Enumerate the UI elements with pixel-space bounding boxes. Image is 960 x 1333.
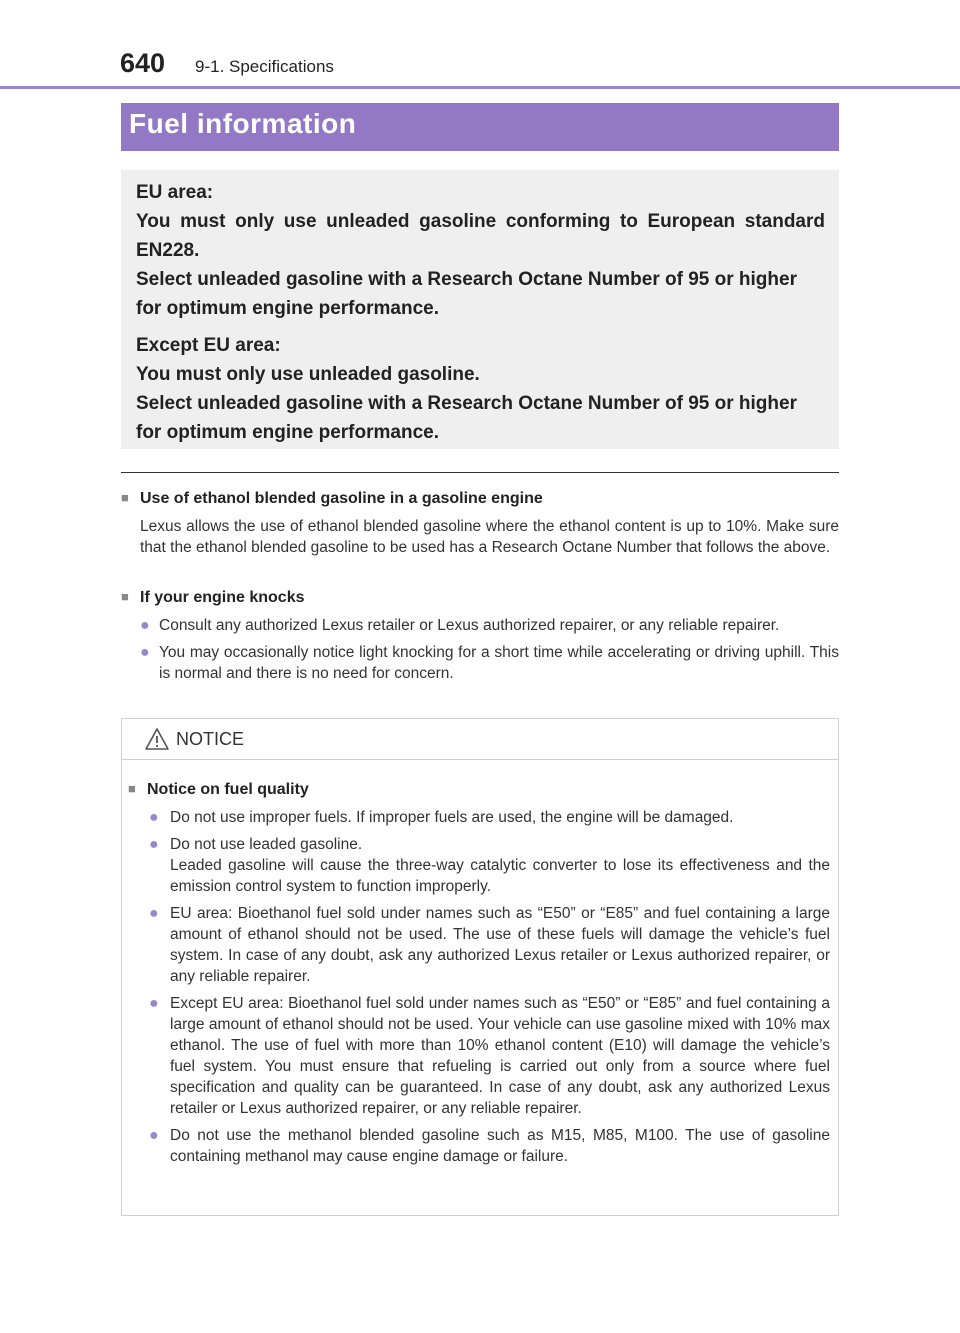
page-header bbox=[0, 0, 960, 90]
dot-bullet-icon: ● bbox=[149, 905, 159, 922]
list-item bbox=[128, 903, 830, 987]
notice-heading bbox=[128, 778, 830, 801]
list-item-text: You may occasionally notice light knocking for a short time while accelerating or driving uphill. This is normal and there is no need for concern. bbox=[159, 644, 839, 682]
warning-triangle-icon bbox=[144, 727, 170, 751]
notice-box bbox=[121, 718, 839, 1216]
list-item bbox=[121, 642, 839, 684]
notice-heading-text: Notice on fuel quality bbox=[147, 781, 309, 798]
section-title: Fuel information bbox=[121, 103, 839, 151]
square-bullet-icon: ■ bbox=[128, 781, 136, 796]
ethanol-heading bbox=[121, 487, 839, 510]
header-rule bbox=[0, 86, 960, 89]
list-item-text: Leaded gasoline will cause the three-way catalytic converter to lose its effectiveness and the emission control system to function improperly. bbox=[170, 857, 830, 895]
divider bbox=[121, 472, 839, 473]
list-item bbox=[128, 1125, 830, 1167]
eu-area-label: EU area: bbox=[136, 182, 214, 203]
except-eu-area-label: Except EU area: bbox=[136, 335, 281, 356]
knocks-topic bbox=[121, 586, 839, 684]
list-item bbox=[128, 807, 830, 828]
page-number: 640 bbox=[120, 48, 166, 78]
dot-bullet-icon: ● bbox=[149, 1127, 159, 1144]
fuel-requirements-box bbox=[121, 170, 839, 449]
list-item-text: Do not use the methanol blended gasoline such as M15, M85, M100. The use of gasoline containing methanol may cause engine damage or failure. bbox=[170, 1127, 830, 1165]
ethanol-body: Lexus allows the use of ethanol blended gasoline where the ethanol content is up to 10%. Make sure that the ethanol blended gasoline to be used has a Research Octane Number that follows the above. bbox=[140, 518, 839, 556]
list-item-text: EU area: Bioethanol fuel sold under names such as “E50” or “E85” and fuel containing a large amount of ethanol should not be used. The use of these fuels will damage the vehicle’s fuel system. In case of any doubt, ask any authorized Lexus retailer or Lexus authorized repairer, or any reliable repairer. bbox=[170, 905, 830, 985]
eu-area-octane: Select unleaded gasoline with a Research Octane Number of 95 or higher for optimum engine performance. bbox=[136, 269, 797, 319]
ethanol-topic bbox=[121, 487, 839, 558]
eu-area-standard: You must only use unleaded gasoline conforming to European standard EN228. bbox=[136, 211, 825, 261]
ethanol-heading-text: Use of ethanol blended gasoline in a gasoline engine bbox=[140, 490, 543, 507]
notice-header bbox=[122, 719, 838, 760]
list-item bbox=[128, 834, 830, 897]
square-bullet-icon: ■ bbox=[121, 589, 129, 604]
list-item-text: Do not use improper fuels. If improper fuels are used, the engine will be damaged. bbox=[170, 809, 734, 826]
square-bullet-icon: ■ bbox=[121, 490, 129, 505]
dot-bullet-icon: ● bbox=[149, 836, 159, 853]
dot-bullet-icon: ● bbox=[140, 644, 150, 661]
except-eu-area-octane: Select unleaded gasoline with a Research Octane Number of 95 or higher for optimum engine performance. bbox=[136, 393, 797, 443]
knocks-heading-text: If your engine knocks bbox=[140, 589, 305, 606]
except-eu-area-requirement: You must only use unleaded gasoline. bbox=[136, 364, 480, 385]
list-item bbox=[128, 993, 830, 1119]
dot-bullet-icon: ● bbox=[140, 617, 150, 634]
dot-bullet-icon: ● bbox=[149, 995, 159, 1012]
notice-label: NOTICE bbox=[176, 729, 245, 749]
list-item bbox=[121, 615, 839, 636]
knocks-heading bbox=[121, 586, 839, 609]
dot-bullet-icon: ● bbox=[149, 809, 159, 826]
list-item-text: Except EU area: Bioethanol fuel sold under names such as “E50” or “E85” and fuel containing a large amount of ethanol should not be used. Your vehicle can use gasoline mixed with 10% max ethanol. The use of fuel with more than 10% ethanol content (E10) will damage the vehicle’s fuel system. You must ensure that refueling is carried out only from a source where fuel specification and quality can be guaranteed. In case of any doubt, ask any authorized Lexus retailer or Lexus authorized repairer, or any reliable repairer. bbox=[170, 995, 830, 1117]
list-item-text: Do not use leaded gasoline. bbox=[170, 836, 363, 853]
notice-body bbox=[122, 760, 838, 1167]
list-item-text: Consult any authorized Lexus retailer or Lexus authorized repairer, or any reliable repairer. bbox=[159, 617, 780, 634]
section-label: 9-1. Specifications bbox=[195, 57, 334, 76]
